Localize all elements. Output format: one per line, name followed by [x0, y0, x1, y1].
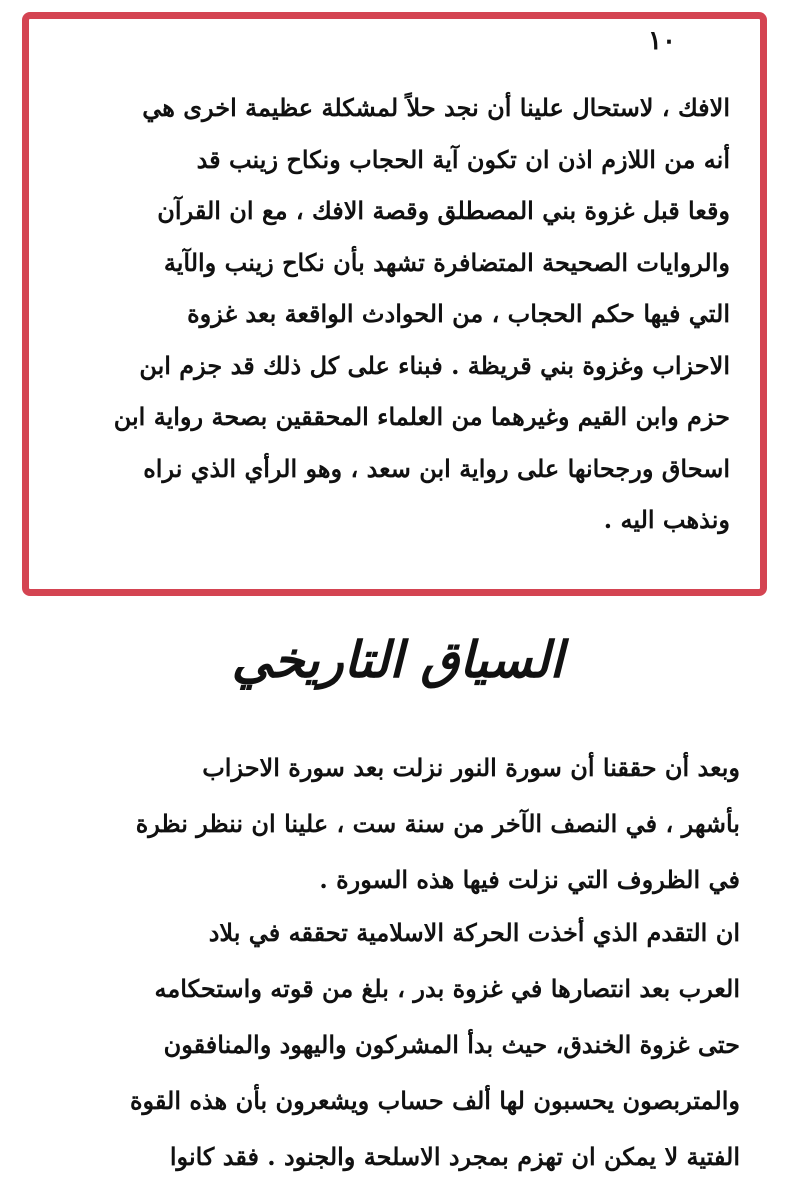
text-line: والروايات الصحيحة المتضافرة تشهد بأن نكاح زينب والآية — [163, 247, 730, 277]
paragraph-1 — [50, 740, 740, 908]
paragraph-2 — [50, 905, 740, 1185]
highlighted-paragraph — [55, 82, 730, 546]
text-line: اسحاق ورجحانها على رواية ابن سعد ، وهو الرأي الذي نراه — [143, 453, 730, 483]
text-line: في الظروف التي نزلت فيها هذه السورة . — [319, 865, 740, 894]
section-heading: السياق التاريخي — [231, 630, 564, 689]
text-line: الافك ، لاستحال علينا أن نجد حلاً لمشكلة عظيمة اخرى هي — [142, 93, 730, 122]
text-line: ان التقدم الذي أخذت الحركة الاسلامية تحققه في بلاد — [208, 918, 740, 947]
text-line: العرب بعد انتصارها في غزوة بدر ، بلغ من قوته واستحكامه — [154, 974, 740, 1003]
text-line: الفتية لا يمكن ان تهزم بمجرد الاسلحة والجنود . فقد كانوا — [169, 1142, 740, 1171]
text-line: التي فيها حكم الحجاب ، من الحوادث الواقعة بعد غزوة — [187, 299, 730, 328]
text-line: وقعا قبل غزوة بني المصطلق وقصة الافك ، مع ان القرآن — [157, 196, 730, 225]
text-line: الاحزاب وغزوة بني قريظة . فبناء على كل ذلك قد جزم ابن — [139, 350, 730, 380]
text-line: أنه من اللازم اذن ان تكون آية الحجاب ونكاح زينب قد — [196, 144, 730, 174]
text-line: وبعد أن حققنا أن سورة النور نزلت بعد سورة الاحزاب — [202, 753, 740, 782]
text-line: ونذهب اليه . — [603, 505, 730, 534]
text-line: بأشهر ، في النصف الآخر من سنة ست ، علينا ان ننظر نظرة — [135, 809, 740, 838]
page-number: ١٠ — [648, 26, 676, 56]
text-line: حتى غزوة الخندق، حيث بدأ المشركون واليهود والمنافقون — [163, 1030, 740, 1059]
text-line: حزم وابن القيم وغيرهما من العلماء المحققين بصحة رواية ابن — [113, 402, 730, 431]
text-line: والمتربصون يحسبون لها ألف حساب ويشعرون بأن هذه القوة — [129, 1086, 740, 1115]
